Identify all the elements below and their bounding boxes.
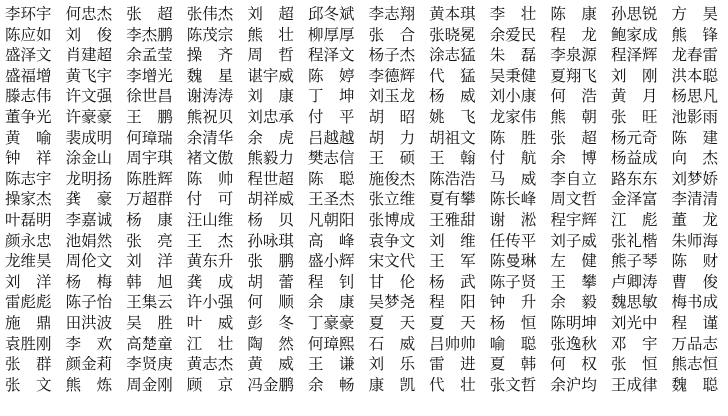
name-cell: 熊 壮 [247,25,294,44]
name-cell: 张 鹏 [247,252,294,271]
name-cell: 吕越越 [307,128,355,147]
name-cell: 杨 恒 [489,313,537,332]
name-cell: 陈子贤 [489,272,537,291]
name-cell: 魏思敏 [610,293,658,312]
name-cell: 张文哲 [489,375,537,394]
name-cell: 李贤庚 [126,355,173,374]
name-cell: 樊志信 [307,149,355,168]
name-cell: 张逸秋 [550,334,597,353]
name-cell: 代 壮 [429,375,476,394]
name-cell: 余沪均 [550,375,597,394]
name-cell: 吕帅帅 [429,334,476,353]
name-cell: 程泽辉 [610,46,658,65]
name-cell: 王 鹏 [126,107,173,126]
name-cell: 张立维 [368,190,416,209]
name-cell: 任传平 [489,231,537,250]
name-cell: 梅书成 [671,293,719,312]
name-cell: 余孟莹 [126,46,173,65]
name-cell: 黄东升 [186,252,234,271]
name-cell: 李泉源 [550,46,597,65]
name-cell: 陈茂宗 [186,25,234,44]
name-cell: 冯金鹏 [247,375,294,394]
name-cell: 丁 坤 [307,87,355,106]
name-cell: 陈 财 [671,252,719,271]
name-cell: 李德辉 [368,66,416,85]
name-cell: 夏 韩 [489,355,537,374]
name-cell: 程 谨 [671,313,719,332]
name-cell: 曹 俊 [671,272,719,291]
name-cell: 谢 淞 [489,210,537,229]
name-cell: 代 猛 [429,66,476,85]
name-cell: 颜永忠 [5,231,52,250]
name-cell: 张 文 [5,375,52,394]
name-cell: 张 恒 [610,355,658,374]
name-cell: 向 杰 [671,149,719,168]
name-cell: 熊 朝 [550,107,597,126]
name-cell: 周金刚 [126,375,173,394]
name-cell: 周 哲 [247,46,294,65]
name-cell: 陈 建 [671,128,719,147]
name-cell: 裴成明 [65,128,113,147]
name-cell: 熊 锋 [671,25,719,44]
name-cell: 余爱民 [489,25,537,44]
name-cell: 付 航 [489,149,537,168]
name-cell: 涂金山 [65,149,113,168]
name-cell: 程 钊 [307,272,355,291]
name-cell: 刘小康 [489,87,537,106]
name-cell: 王 谦 [307,355,355,374]
name-cell: 盛泽文 [5,46,52,65]
name-cell: 余 康 [307,293,355,312]
name-cell: 刘 洋 [5,272,52,291]
name-cell: 陈子怡 [65,293,113,312]
name-cell: 邱冬斌 [307,5,355,23]
name-cell: 卢卿涛 [610,272,658,291]
name-cell: 黄志杰 [186,355,234,374]
name-cell: 石 威 [368,334,416,353]
name-cell: 徐世昌 [126,87,173,106]
name-cell: 黄 月 [610,87,658,106]
name-cell: 付 平 [307,107,355,126]
name-cell: 姚 飞 [429,107,476,126]
name-cell: 颜金莉 [65,355,113,374]
name-cell: 谢涛涛 [186,87,234,106]
name-cell: 杨 威 [429,87,476,106]
name-cell: 万品志 [671,334,719,353]
name-cell: 雷彪彪 [5,293,52,312]
name-cell: 马 威 [489,169,537,188]
name-cell: 杨元奇 [610,128,658,147]
name-cell: 张礼楷 [610,231,658,250]
name-cell: 谌宇威 [247,66,294,85]
name-cell: 方 昊 [671,5,719,23]
name-cell: 陈胜辉 [126,169,173,188]
name-cell: 吴梦尧 [368,293,416,312]
name-cell: 刘 超 [247,5,294,23]
name-cell: 李志翔 [368,5,416,23]
name-cell: 龚 豪 [65,190,113,209]
name-cell: 王集云 [126,293,173,312]
name-cell: 金泽富 [610,190,658,209]
name-cell: 张 超 [550,128,597,147]
name-cell: 田洪波 [65,313,113,332]
name-cell: 胡祥威 [247,190,294,209]
name-cell: 余 畅 [307,375,355,394]
name-cell: 杨 武 [429,272,476,291]
name-cell: 熊志恒 [671,355,719,374]
name-cell: 李清清 [671,190,719,209]
name-cell: 龙明扬 [65,169,113,188]
name-cell: 刘玉龙 [368,87,416,106]
name-cell: 李增光 [126,66,173,85]
name-cell: 何 浩 [550,87,597,106]
name-cell: 雷 进 [429,355,476,374]
name-cell: 钟 祥 [5,149,52,168]
name-cell: 李 壮 [489,5,537,23]
name-cell: 余清华 [186,128,234,147]
name-cell: 高 峰 [307,231,355,250]
name-cell: 程 阳 [429,293,476,312]
name-cell: 张晓冕 [429,25,476,44]
name-cell: 余 毅 [550,293,597,312]
name-cell: 滕志伟 [5,87,52,106]
name-cell: 甘 伦 [368,272,416,291]
name-cell: 左 健 [550,252,597,271]
name-cell: 刘梦娇 [671,169,719,188]
name-cell: 王 攀 [550,272,597,291]
name-cell: 朱 磊 [489,46,537,65]
name-cell: 黄 威 [247,355,294,374]
name-cell: 凡朝阳 [307,210,355,229]
name-cell: 刘 乐 [368,355,416,374]
name-cell: 袁胜刚 [5,334,52,353]
name-cell: 孙思锐 [610,5,658,23]
name-cell: 陈 胜 [489,128,537,147]
name-cell: 杨思凡 [671,87,719,106]
name-cell: 刘 康 [247,87,294,106]
name-cell: 余 虎 [247,128,294,147]
name-cell: 胡祖文 [429,128,476,147]
name-cell: 张 群 [5,355,52,374]
name-cell: 池影雨 [671,107,719,126]
name-cell: 陈长峰 [489,190,537,209]
name-cell: 朱师海 [671,231,719,250]
name-cell: 陈 康 [550,5,597,23]
name-cell: 程宇辉 [550,210,597,229]
name-cell: 熊子琴 [610,252,658,271]
name-cell: 陈 聪 [307,169,355,188]
name-cell: 盛福增 [5,66,52,85]
name-cell: 王圣杰 [307,190,355,209]
name-cell: 丁豪豪 [307,313,355,332]
name-cell: 夏 天 [429,313,476,332]
name-cell: 涂志猛 [429,46,476,65]
name-cell: 何 顺 [247,293,294,312]
name-cell: 熊祝贝 [186,107,234,126]
name-cell: 吴秉健 [489,66,537,85]
name-cell: 宋文代 [368,252,416,271]
name-cell: 胡 昭 [368,107,416,126]
name-cell: 李环宇 [5,5,52,23]
name-cell: 刘忠承 [247,107,294,126]
name-cell: 熊 炼 [65,375,113,394]
name-cell: 龚 成 [186,272,234,291]
name-cell: 程世超 [247,169,294,188]
name-cell: 王成律 [610,375,658,394]
name-cell: 张 超 [126,5,173,23]
name-cell: 刘光中 [610,313,658,332]
name-cell: 高楚童 [126,334,173,353]
name-cell: 余 博 [550,149,597,168]
name-cell: 褚文傲 [186,149,234,168]
name-cell: 周伦文 [65,252,113,271]
name-cell: 王 硕 [368,149,416,168]
name-cell: 龙春雷 [671,46,719,65]
name-cell: 王 翰 [429,149,476,168]
name-cell: 刘 洋 [126,252,173,271]
name-cell: 张 合 [368,25,416,44]
name-cell: 许小强 [186,293,234,312]
name-cell: 杨益成 [610,149,658,168]
name-cell: 胡 力 [368,128,416,147]
name-cell: 夏翔飞 [550,66,597,85]
name-cell: 何璋熙 [307,334,355,353]
name-cell: 黄飞宇 [65,66,113,85]
name-cell: 何璋瑞 [126,128,173,147]
name-cell: 陈明坤 [550,313,597,332]
name-cell: 吴 胜 [126,313,173,332]
name-cell: 王 杰 [186,231,234,250]
name-cell: 魏 星 [186,66,234,85]
name-cell: 王雅甜 [429,210,476,229]
name-cell: 周宇琪 [126,149,173,168]
name-cell: 鲍家成 [610,25,658,44]
name-cell: 邓 宇 [610,334,658,353]
name-cell: 张伟杰 [186,5,234,23]
name-cell: 许文强 [65,87,113,106]
name-cell: 夏有攀 [429,190,476,209]
name-cell: 康 凯 [368,375,416,394]
name-cell: 洪本聪 [671,66,719,85]
name-cell: 韩 旭 [126,272,173,291]
name-cell: 钟 升 [489,293,537,312]
name-cell: 程 龙 [550,25,597,44]
name-cell: 程泽文 [307,46,355,65]
name-cell: 袁争文 [368,231,416,250]
name-cell: 操 齐 [186,46,234,65]
name-cell: 张 亮 [126,231,173,250]
name-cell: 叶 威 [186,313,234,332]
name-cell: 彭 冬 [247,313,294,332]
name-cell: 何忠杰 [65,5,113,23]
name-cell: 杨子杰 [368,46,416,65]
name-cell: 陶 然 [247,334,294,353]
name-cell: 陈曼琳 [489,252,537,271]
name-cell: 龙家伟 [489,107,537,126]
name-cell: 黄本琪 [429,5,476,23]
name-cell: 施俊杰 [368,169,416,188]
name-cell: 陈应如 [5,25,52,44]
name-cell: 黄 喻 [5,128,52,147]
name-cell: 柳厚厚 [307,25,355,44]
name-cell: 盛小辉 [307,252,355,271]
name-cell: 付 可 [186,190,234,209]
name-cell: 李自立 [550,169,597,188]
name-cell: 陈 婷 [307,66,355,85]
name-cell: 董争光 [5,107,52,126]
name-cell: 江 壮 [186,334,234,353]
name-cell: 汪山维 [186,210,234,229]
name-cell: 刘 维 [429,231,476,250]
name-cell: 张博成 [368,210,416,229]
name-cell: 夏 天 [368,313,416,332]
name-cell: 陈浩浩 [429,169,476,188]
name-cell: 魏 聪 [671,375,719,394]
name-cell: 李杰鹏 [126,25,173,44]
name-cell: 李 欢 [65,334,113,353]
name-cell: 胡 蕾 [247,272,294,291]
name-cell: 陈 帅 [186,169,234,188]
name-cell: 杨 梅 [65,272,113,291]
name-cell: 万超群 [126,190,173,209]
name-cell: 杨 贝 [247,210,294,229]
name-cell: 刘子威 [550,231,597,250]
name-cell: 池娟然 [65,231,113,250]
name-cell: 熊毅力 [247,149,294,168]
name-cell: 许豪豪 [65,107,113,126]
name-cell: 李嘉诚 [65,210,113,229]
name-cell: 王 军 [429,252,476,271]
name-cell: 喻 聪 [489,334,537,353]
name-cell: 顾 京 [186,375,234,394]
name-cell: 江 彪 [610,210,658,229]
name-cell: 张 旺 [610,107,658,126]
name-cell: 施 鼎 [5,313,52,332]
name-cell: 杨 康 [126,210,173,229]
name-cell: 何 权 [550,355,597,374]
name-cell: 董 龙 [671,210,719,229]
name-cell: 路东东 [610,169,658,188]
name-cell: 刘 俊 [65,25,113,44]
name-cell: 周文哲 [550,190,597,209]
name-cell: 孙咏琪 [247,231,294,250]
name-cell: 刘 刚 [610,66,658,85]
name-cell: 陈志宇 [5,169,52,188]
name-cell: 操家杰 [5,190,52,209]
name-cell: 叶磊明 [5,210,52,229]
name-cell: 龙维昊 [5,252,52,271]
name-cell: 肖建超 [65,46,113,65]
